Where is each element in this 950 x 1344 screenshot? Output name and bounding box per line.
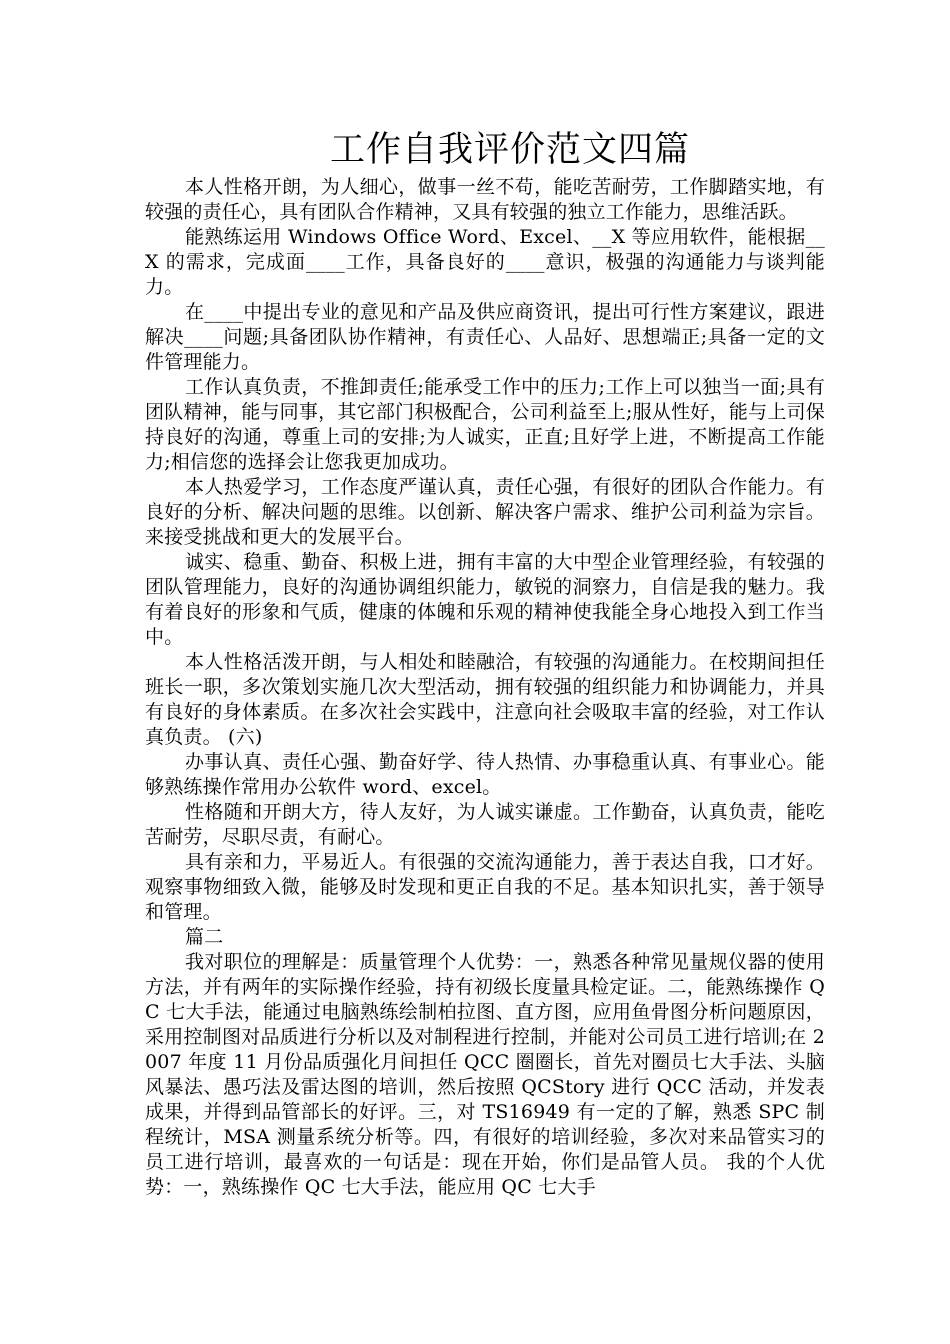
paragraph: 具有亲和力，平易近人。有很强的交流沟通能力，善于表达自我，口才好。观察事物细致入微，能够及时发现和更正自我的不足。基本知识扎实，善于领导和管理。 [145,851,825,923]
paragraph: 性格随和开朗大方，待人友好，为人诚实谦虚。工作勤奋，认真负责，能吃苦耐劳，尽职尽责，有耐心。 [145,801,825,848]
paragraph: 本人性格活泼开朗，与人相处和睦融洽，有较强的沟通能力。在校期间担任班长一职，多次策划实施几次大型活动，拥有较强的组织能力和协调能力，并具有良好的身体素质。在多次社会实践中，注意向社会吸取丰富的经验，对工作认真负责。 (六) [145,651,825,748]
paragraph: 在____中提出专业的意见和产品及供应商资讯，提出可行性方案建议，跟进解决____问题;具备团队协作精神，有责任心、人品好、思想端正;具备一定的文件管理能力。 [145,301,825,373]
paragraph: 办事认真、责任心强、勤奋好学、待人热情、办事稳重认真、有事业心。能够熟练操作常用办公软件 word、excel。 [145,751,825,798]
paragraph: 本人性格开朗，为人细心，做事一丝不苟，能吃苦耐劳，工作脚踏实地，有较强的责任心，具有团队合作精神，又具有较强的独立工作能力，思维活跃。 [145,176,825,223]
paragraph: 我对职位的理解是：质量管理个人优势：一，熟悉各种常见量规仪器的使用方法，并有两年的实际操作经验，持有初级长度量具检定证。二，能熟练操作 QC 七大手法，能通过电脑熟练绘制柏拉图、直方图，应用鱼骨图分析问题原因，采用控制图对品质进行分析以及对制程进行控制，并能对公司员工进行培训;在 2007 年度 11 月份品质强化月间担任 QCC 圈圈长，首先对圈员七大手法、头脑风暴法、愚巧法及雷达图的培训，然后按照 QCStory 进行 QCC 活动，并发表成果，并得到品管部长的好评。三，对 TS16949 有一定的了解，熟悉 SPC 制程统计，MSA 测量系统分析等。四，有很好的培训经验，多次对来品管实习的员工进行培训，最喜欢的一句话是：现在开始，你们是品管人员。 我的个人优势：一，熟练操作 QC 七大手法，能应用 QC 七大手 [145,951,825,1198]
paragraph: 能熟练运用 Windows Office Word、Excel、__X 等应用软件，能根据__X 的需求，完成面____工作，具备良好的____意识，极强的沟通能力与谈判能力。 [145,226,825,298]
section-heading: 篇二 [185,926,224,948]
document-title: 工作自我评价范文四篇 [329,130,690,170]
paragraph: 诚实、稳重、勤奋、积极上进，拥有丰富的大中型企业管理经验，有较强的团队管理能力，良好的沟通协调组织能力，敏锐的洞察力，自信是我的魅力。我有着良好的形象和气质，健康的体魄和乐观的精神使我能全身心地投入到工作当中。 [145,551,825,648]
document-body [145,175,825,1200]
paragraph: 工作认真负责，不推卸责任;能承受工作中的压力;工作上可以独当一面;具有团队精神，能与同事，其它部门积极配合，公司利益至上;服从性好，能与上司保持良好的沟通，尊重上司的安排;为人诚实，正直;且好学上进，不断提高工作能力;相信您的选择会让您我更加成功。 [145,376,825,473]
paragraph: 本人热爱学习，工作态度严谨认真，责任心强，有很好的团队合作能力。有良好的分析、解决问题的思维。以创新、解决客户需求、维护公司利益为宗旨。来接受挑战和更大的发展平台。 [145,476,825,548]
